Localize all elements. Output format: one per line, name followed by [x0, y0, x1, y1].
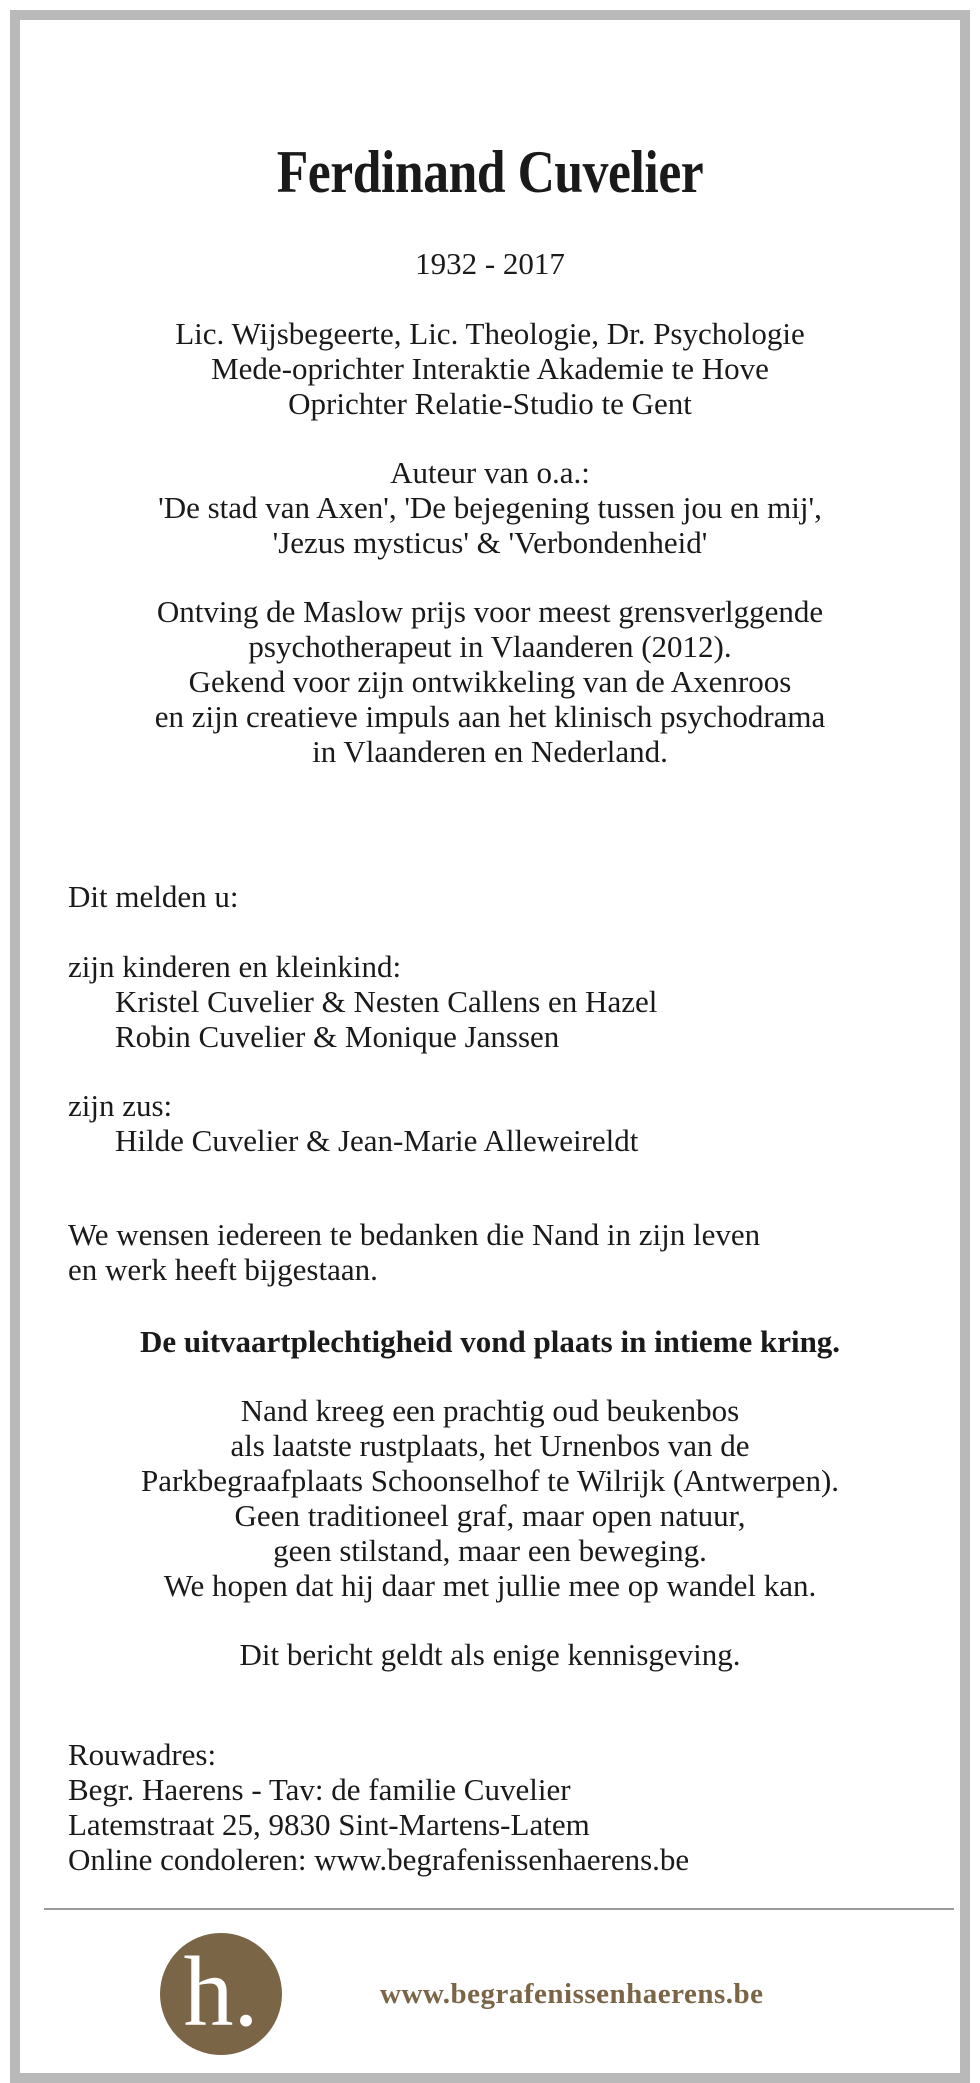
children-section [68, 949, 657, 1054]
years-text: 1932 - 2017 [415, 246, 565, 281]
intro-line: Dit melden u: [68, 879, 239, 914]
title-line: Mede-oprichter Interaktie Akademie te Hove [211, 351, 769, 386]
recognition-line: in Vlaanderen en Nederland. [312, 734, 668, 769]
address-line: Begr. Haerens - Tav: de familie Cuvelier [68, 1772, 571, 1807]
obituary-card [10, 10, 970, 2083]
notice-line: Dit bericht geldt als enige kennisgeving. [239, 1637, 741, 1672]
sister-entry: Hilde Cuvelier & Jean-Marie Alleweireldt [115, 1123, 639, 1158]
title-line: Oprichter Relatie-Studio te Gent [288, 386, 692, 421]
recognition-line: en zijn creatieve impuls aan het klinisch psychodrama [154, 699, 826, 734]
author-line: Auteur van o.a.: [390, 455, 590, 490]
footer-divider [44, 1908, 954, 1910]
address-section [68, 1737, 689, 1877]
resting-place [20, 1393, 960, 1603]
author-works [20, 455, 960, 560]
child-entry: Kristel Cuvelier & Nesten Callens en Hazel [115, 984, 658, 1019]
author-line: 'De stad van Axen', 'De bejegening tussen jou en mij', [158, 490, 822, 525]
logo-letter: h. [183, 1936, 259, 2047]
child-entry: Robin Cuvelier & Monique Janssen [115, 1019, 560, 1054]
ceremony-line: De uitvaartplechtigheid vond plaats in intieme kring. [139, 1324, 841, 1359]
author-line: 'Jezus mysticus' & 'Verbondenheid' [272, 525, 708, 560]
notice [20, 1637, 960, 1672]
recognition [20, 594, 960, 769]
sister-section [68, 1088, 638, 1158]
resting-line: We hopen dat hij daar met jullie mee op wandel kan. [163, 1568, 817, 1603]
resting-line: Geen traditioneel graf, maar open natuur, [234, 1498, 746, 1533]
resting-line: Nand kreeg een prachtig oud beukenbos [240, 1393, 740, 1428]
address-label: Rouwadres: [68, 1737, 217, 1772]
address-line: Latemstraat 25, 9830 Sint-Martens-Latem [68, 1807, 590, 1842]
deceased-name: Ferdinand Cuvelier [276, 139, 704, 205]
ceremony-note [20, 1324, 960, 1359]
title-line: Lic. Wijsbegeerte, Lic. Theologie, Dr. Psychologie [175, 316, 805, 351]
thanks-line: en werk heeft bijgestaan. [68, 1252, 378, 1287]
sister-label: zijn zus: [68, 1088, 173, 1123]
funeral-home-url[interactable]: www.begrafenissenhaerens.be [380, 1978, 764, 2010]
address-line: Online condoleren: www.begrafenissenhaerens.be [68, 1842, 690, 1877]
resting-line: als laatste rustplaats, het Urnenbos van de [230, 1428, 750, 1463]
resting-line: Parkbegraafplaats Schoonselhof te Wilrijk (Antwerpen). [140, 1463, 840, 1498]
recognition-line: Gekend voor zijn ontwikkeling van de Axenroos [188, 664, 792, 699]
recognition-line: Ontving de Maslow prijs voor meest grensverlggende [156, 594, 824, 629]
thanks-section [68, 1217, 760, 1287]
announcement-intro [68, 879, 238, 914]
children-label: zijn kinderen en kleinkind: [68, 949, 402, 984]
recognition-line: psychotherapeut in Vlaanderen (2012). [248, 629, 732, 664]
resting-line: geen stilstand, maar een beweging. [273, 1533, 707, 1568]
life-years [20, 246, 960, 281]
academic-titles [20, 316, 960, 421]
thanks-line: We wensen iedereen te bedanken die Nand in zijn leven [68, 1217, 761, 1252]
funeral-home-logo [160, 1933, 282, 2055]
